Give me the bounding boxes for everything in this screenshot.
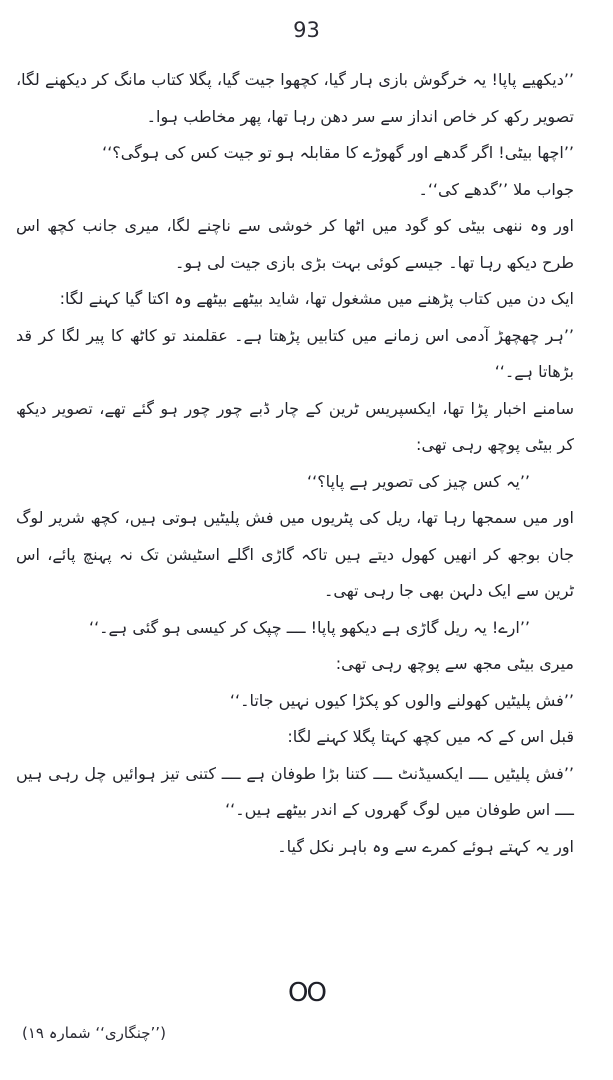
- paragraph: اور وہ ننھی بیٹی کو گود میں اٹھا کر خوشی سے ناچنے لگا، میری جانب کچھ اس طرح دیکھ رہا تھا۔ جیسے کوئی بہت بڑی بازی جیت لی ہو۔: [16, 216, 574, 272]
- paragraph: ’’دیکھیے پاپا! یہ خرگوش بازی ہار گیا، کچھوا جیت گیا، پگلا کتاب مانگ کر دیکھنے لگا، تصویر رکھ کر خاص انداز سے سر دھن رہا تھا، پھر مخاطب ہوا۔: [16, 70, 574, 126]
- paragraph: قبل اس کے کہ میں کچھ کہتا پگلا کہنے لگا:: [287, 727, 574, 746]
- paragraph: ایک دن میں کتاب پڑھنے میں مشغول تھا، شاید بیٹھے بیٹھے وہ اکتا گیا کہنے لگا:: [59, 289, 574, 308]
- page-number: 93: [293, 18, 320, 42]
- paragraph: ’’اچھا بیٹی! اگر گدھے اور گھوڑے کا مقابلہ ہو تو جیت کس کی ہوگی؟‘‘: [102, 143, 574, 162]
- paragraph: ’’فش پلیٹیں ــــ ایکسیڈنٹ ــــ کتنا بڑا طوفان ہے ــــ کتنی تیز ہوائیں چل رہی ہیں ــــ اس طوفان میں لوگ گھروں کے اندر بیٹھے ہیں۔‘‘: [16, 763, 574, 819]
- paragraph: اور میں سمجھا رہا تھا، ریل کی پٹریوں میں فش پلیٹیں ہوتی ہیں، کچھ شریر لوگ جان بوجھ کر انھیں کھول دیتے ہیں تاکہ گاڑی اگلے اسٹیشن تک نہ پہنچ پائے، اس ٹرین سے ایک دلہن بھی جا رہی تھی۔: [16, 508, 574, 600]
- paragraph: سامنے اخبار پڑا تھا، ایکسپریس ٹرین کے چار ڈبے چور چور ہو گئے تھے، تصویر دیکھ کر بیٹی پوچھ رہی تھی:: [16, 398, 574, 454]
- paragraph: جواب ملا ’’گدھے کی‘‘۔: [418, 179, 574, 199]
- end-ornament: OO: [288, 978, 325, 1008]
- story-text: [16, 62, 600, 865]
- paragraph: ’’یہ کس چیز کی تصویر ہے پاپا؟‘‘: [307, 471, 530, 491]
- paragraph: اور یہ کہتے ہوئے کمرے سے وہ باہر نکل گیا۔: [277, 836, 574, 856]
- source-citation: (’’چنگاری‘‘ شمارہ ۱۹): [22, 1024, 166, 1042]
- paragraph: ’’ہر چھچھڑ آدمی اس زمانے میں کتابیں پڑھتا ہے۔ عقلمند تو کاٹھ کا پیر لگا کر قد بڑھاتا ہے۔‘‘: [16, 325, 574, 381]
- paragraph: ’’ارے! یہ ریل گاڑی ہے دیکھو پاپا! ــــ چپک کر کیسی ہو گئی ہے۔‘‘: [89, 617, 530, 637]
- paragraph: ’’فش پلیٹیں کھولنے والوں کو پکڑا کیوں نہیں جاتا۔‘‘: [229, 690, 574, 710]
- paragraph: میری بیٹی مجھ سے پوچھ رہی تھی:: [335, 654, 574, 673]
